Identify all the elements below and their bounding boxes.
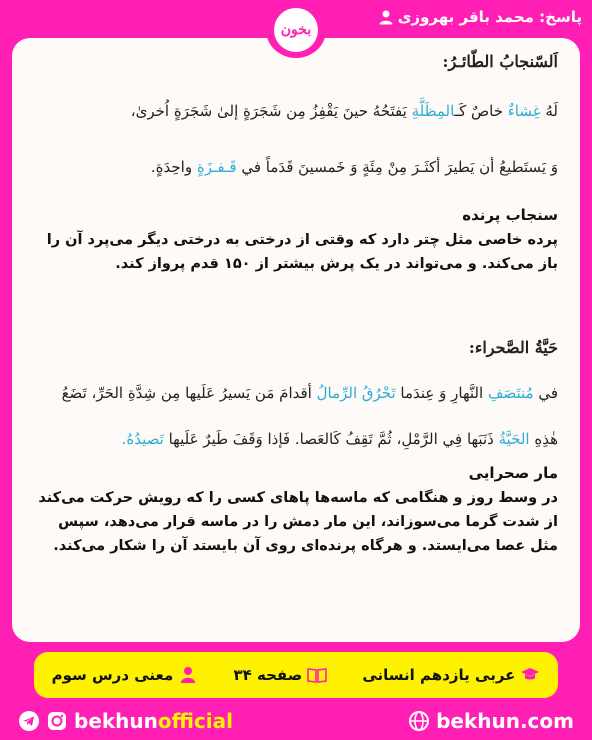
text-segment: وَ يَستَطيعُ أن يَطيرَ أكثَـرَ مِنْ مِئَةٍ وَ خَمسينَ قَدَماً في: [236, 158, 558, 176]
content-card: [12, 38, 580, 642]
footer-book: [362, 666, 540, 684]
author-credit: [378, 8, 582, 26]
highlight-word: المِظَلَّةِ: [411, 102, 455, 120]
text-segment: في: [533, 384, 558, 402]
section1-persian-title: سنجاب پرنده: [462, 206, 558, 224]
social-handle-text[interactable]: [74, 709, 233, 733]
globe-icon: [408, 710, 430, 732]
text-segment: أقدامَ مَن يَسيرُ عَلَيها مِن شِدَّةِ الحَرِّ، تَضَعُ: [61, 384, 317, 402]
section2-persian-title: مار صحرایی: [468, 464, 558, 482]
text-segment: لَهُ: [540, 102, 558, 120]
graduation-cap-icon: [520, 666, 540, 684]
footer-book-text: عربی یازدهم انسانی: [362, 666, 516, 684]
website-text[interactable]: bekhun.com: [436, 709, 574, 733]
footer-page-text: صفحه ۳۴: [233, 666, 303, 684]
highlight-word: الحَيَّةُ: [498, 430, 530, 448]
text-segment: خاصٌ كَـ: [454, 102, 508, 120]
social-bar: [0, 702, 592, 740]
text-segment: يَفتَحُهُ حينَ يَقْفِزُ مِن شَجَرَةٍ إلىٰ شَجَرَةٍ اُخرىٰ،: [130, 102, 412, 120]
highlight-word: تَصيدُهُ.: [121, 430, 164, 448]
user-icon: [378, 9, 394, 25]
author-text: پاسخ: محمد باقر بهروزی: [397, 8, 582, 26]
section2-arabic-line2: [26, 430, 558, 448]
highlight-word: قَـفـزَةٍ: [196, 158, 237, 176]
telegram-icon[interactable]: [18, 710, 40, 732]
section1-arabic-title: اَلسّنجابُ الطّائـرُ:: [442, 52, 558, 71]
student-icon: [178, 666, 198, 684]
handle-suffix: official: [157, 709, 234, 733]
website-link[interactable]: [408, 709, 574, 733]
open-book-icon: [307, 666, 327, 684]
section2-arabic-line1: [26, 384, 558, 402]
text-segment: واحِدَةٍ.: [150, 158, 197, 176]
text-segment: هٰذِهِ: [529, 430, 558, 448]
social-handle[interactable]: [18, 709, 233, 733]
handle-prefix: bekhun: [74, 709, 158, 733]
text-segment: النَّهارِ وَ عِندَما: [395, 384, 488, 402]
section2-persian-text: در وسط روز و هنگامی که ماسه‌ها پاهای کسی را که رویش حرکت می‌کند از شدت گرما می‌سوزاند، این مار دمش را در ماسه قرار می‌دهد، سپس مثل عصا می‌ایستد. و هرگاه پرنده‌ای روی آن بایستد آن را شکار می‌کند.: [38, 490, 558, 554]
section2-arabic-title: حَيَّةُ الصَّحراء:: [468, 338, 558, 357]
highlight-word: تَحْرُقُ الرِّمالُ: [316, 384, 396, 402]
highlight-word: مُنتَصَفِ: [487, 384, 534, 402]
footer-lesson-text: معنی درس سوم: [51, 666, 174, 684]
footer-page: [233, 666, 327, 684]
lesson-info-bar: [34, 652, 558, 698]
section1-arabic-line2: [26, 158, 558, 176]
instagram-icon[interactable]: [46, 710, 68, 732]
logo-mark: [274, 8, 318, 52]
footer-lesson: [52, 666, 199, 684]
section1-arabic-line1: [26, 102, 558, 120]
logo-text: بخون: [280, 22, 312, 38]
highlight-word: غِشاءٌ: [507, 102, 541, 120]
text-segment: ذَنَبَها فِي الرَّمْلِ، ثُمَّ تَقِفُ كَالعَصا. فَإذا وَقَفَ طَيرٌ عَلَيها: [163, 430, 499, 448]
section1-persian-text: پرده خاصی مثل چتر دارد که وقتی از درختی به درختی دیگر می‌پرد آن را باز می‌کند. و می‌تواند در یک پرش بیشتر از ۱۵۰ قدم پرواز کند.: [46, 232, 558, 272]
bekhun-logo: [266, 2, 326, 58]
